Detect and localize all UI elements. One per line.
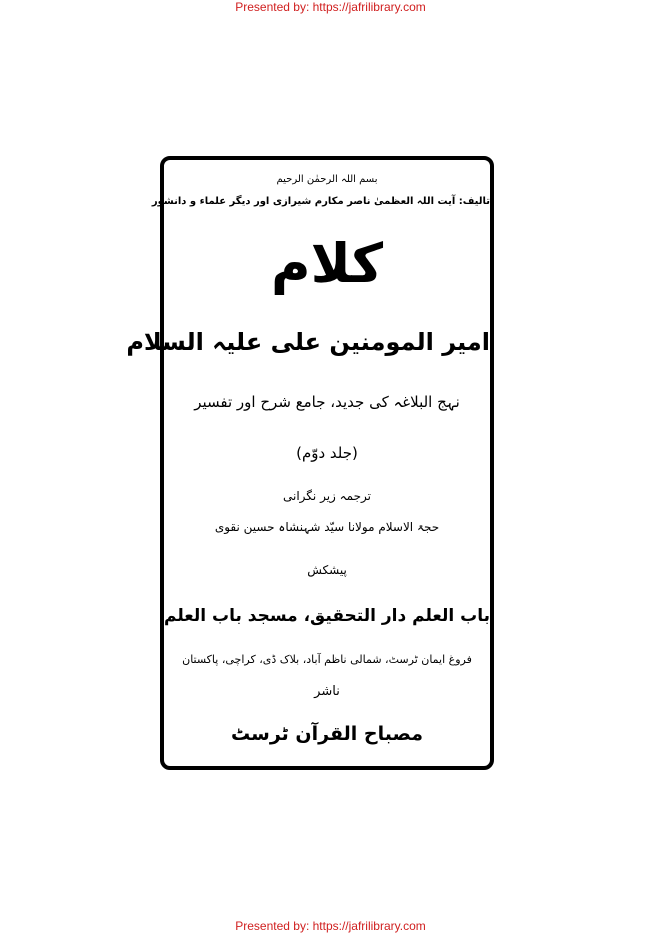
bismillah: بسم اللہ الرحمٰن الرحیم: [276, 174, 378, 185]
address: فروغ ایمان ٹرسٹ، شمالی ناظم آباد، بلاک ڈی، کراچی، پاکستان: [182, 653, 472, 666]
title-page-frame: [126, 156, 494, 770]
translation-label: ترجمہ زیر نگرانی: [283, 489, 371, 503]
presented-by: پیشکش: [307, 563, 347, 577]
bottom-banner: Presented by: https://jafrilibrary.com: [235, 919, 426, 933]
institution: باب العلم دار التحقیق، مسجد باب العلم: [164, 606, 490, 626]
volume-label: (جلد دوّم): [296, 444, 358, 462]
publisher-label: ناشر: [314, 684, 340, 699]
description: نہج البلاغہ کی جدید، جامع شرح اور تفسیر: [194, 393, 460, 411]
top-banner: Presented by: https://jafrilibrary.com: [235, 0, 426, 14]
authorship: تالیف: آیت اللہ العظمیٰ ناصر مکارم شیرازی اور دیگر علماء و دانشور: [151, 196, 490, 207]
main-title: کلام: [271, 232, 383, 295]
translator: حجۃ الاسلام مولانا سیّد شہنشاہ حسین نقوی: [214, 520, 440, 534]
subtitle: امیر المومنین علی علیہ السلام: [126, 328, 490, 356]
publisher: مصباح القرآن ٹرسٹ: [231, 723, 423, 745]
